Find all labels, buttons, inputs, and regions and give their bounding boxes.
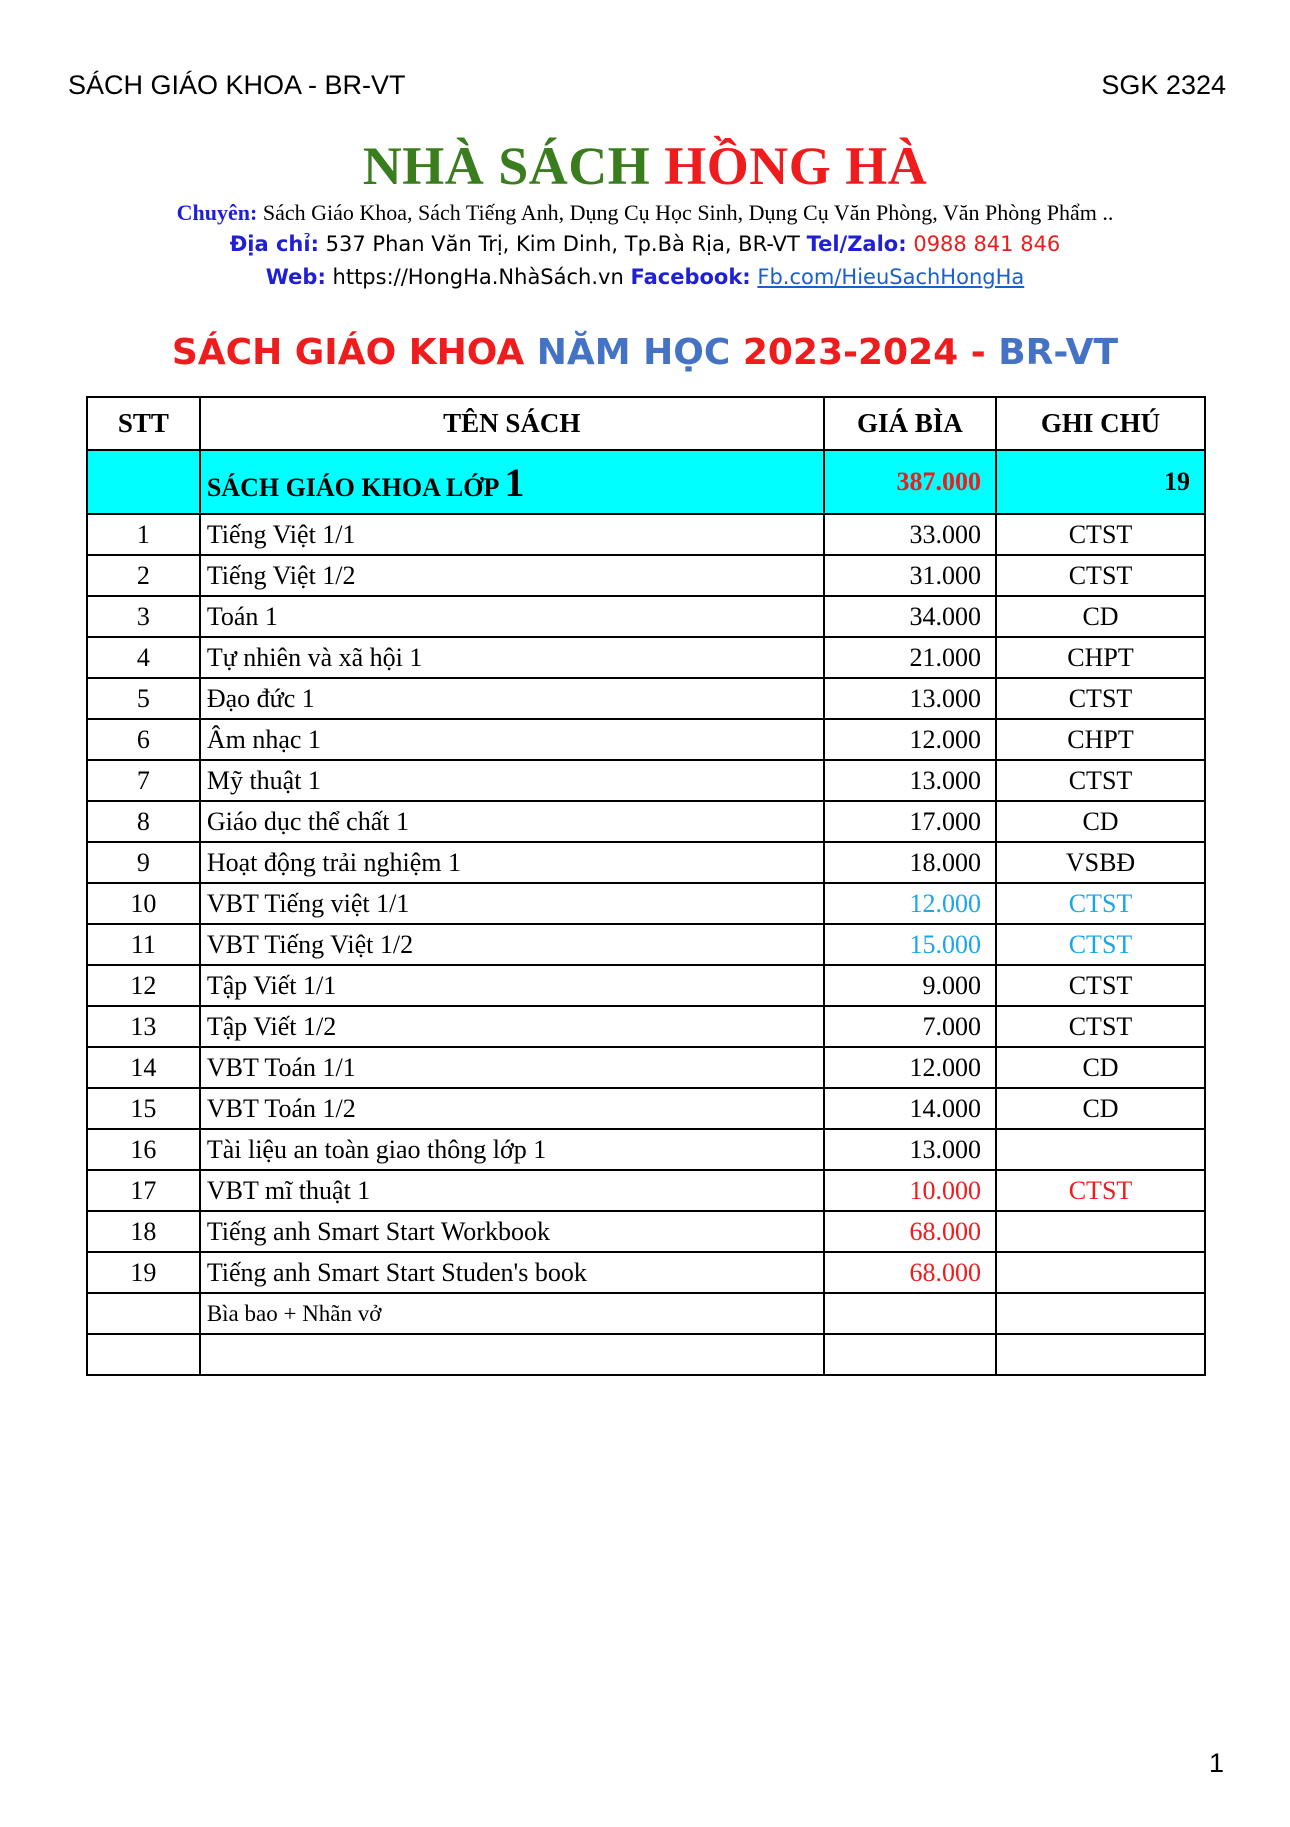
row-book-name: VBT Toán 1/1 bbox=[200, 1047, 824, 1088]
row-note: CTST bbox=[996, 678, 1205, 719]
header-left-text: SÁCH GIÁO KHOA - BR-VT bbox=[68, 70, 406, 100]
row-book-name: Tự nhiên và xã hội 1 bbox=[200, 637, 824, 678]
section-label: SÁCH GIÁO KHOA LỚP bbox=[206, 472, 498, 502]
row-stt: 17 bbox=[87, 1170, 200, 1211]
store-name-part1: NHÀ SÁCH bbox=[362, 136, 651, 196]
row-stt: 10 bbox=[87, 883, 200, 924]
table-row bbox=[87, 801, 1205, 842]
store-name bbox=[0, 135, 1290, 197]
row-price: 68.000 bbox=[824, 1211, 996, 1252]
table-row bbox=[87, 965, 1205, 1006]
row-book-name: VBT Tiếng việt 1/1 bbox=[200, 883, 824, 924]
table-row bbox=[87, 1088, 1205, 1129]
row-book-name: Mỹ thuật 1 bbox=[200, 760, 824, 801]
table-row bbox=[87, 1047, 1205, 1088]
row-book-name: Tập Viết 1/1 bbox=[200, 965, 824, 1006]
table-row bbox=[87, 719, 1205, 760]
row-note bbox=[996, 1129, 1205, 1170]
row-note: CHPT bbox=[996, 637, 1205, 678]
row-book-name: Tiếng anh Smart Start Workbook bbox=[200, 1211, 824, 1252]
row-note: CTST bbox=[996, 1006, 1205, 1047]
store-web bbox=[0, 265, 1290, 289]
row-stt: 4 bbox=[87, 637, 200, 678]
empty-cell bbox=[996, 1334, 1205, 1375]
row-note: CTST bbox=[996, 555, 1205, 596]
section-book-count: 19 bbox=[996, 450, 1205, 514]
row-stt: 2 bbox=[87, 555, 200, 596]
row-note bbox=[996, 1252, 1205, 1293]
table-row bbox=[87, 1170, 1205, 1211]
row-price: 13.000 bbox=[824, 1129, 996, 1170]
row-stt: 3 bbox=[87, 596, 200, 637]
table-row bbox=[87, 883, 1205, 924]
table-row bbox=[87, 1252, 1205, 1293]
section-title bbox=[200, 450, 824, 514]
header-note: GHI CHÚ bbox=[996, 397, 1205, 450]
row-book-name: Giáo dục thể chất 1 bbox=[200, 801, 824, 842]
row-stt: 7 bbox=[87, 760, 200, 801]
document-title bbox=[0, 332, 1290, 373]
row-note: CTST bbox=[996, 924, 1205, 965]
store-specialty bbox=[0, 200, 1290, 226]
empty-cell bbox=[996, 1293, 1205, 1334]
row-price: 12.000 bbox=[824, 719, 996, 760]
row-stt: 16 bbox=[87, 1129, 200, 1170]
row-stt: 5 bbox=[87, 678, 200, 719]
empty-cell bbox=[200, 1334, 824, 1375]
section-grade: 1 bbox=[504, 459, 525, 505]
facebook-link[interactable]: Fb.com/HieuSachHongHa bbox=[757, 265, 1025, 289]
section-stt bbox=[87, 450, 200, 514]
row-book-name: Tiếng Việt 1/2 bbox=[200, 555, 824, 596]
facebook-label: Facebook: bbox=[630, 265, 751, 289]
table-row-empty bbox=[87, 1334, 1205, 1375]
table-row bbox=[87, 842, 1205, 883]
title-part1: SÁCH GIÁO KHOA bbox=[171, 332, 525, 373]
phone-label: Tel/Zalo: bbox=[806, 232, 907, 256]
row-stt: 19 bbox=[87, 1252, 200, 1293]
row-book-name: Tiếng anh Smart Start Studen's book bbox=[200, 1252, 824, 1293]
table-row bbox=[87, 760, 1205, 801]
row-price: 15.000 bbox=[824, 924, 996, 965]
row-price: 31.000 bbox=[824, 555, 996, 596]
row-note: CD bbox=[996, 801, 1205, 842]
row-book-name: Âm nhạc 1 bbox=[200, 719, 824, 760]
row-price: 17.000 bbox=[824, 801, 996, 842]
row-stt: 6 bbox=[87, 719, 200, 760]
title-part4: BR-VT bbox=[998, 332, 1119, 373]
row-note: CD bbox=[996, 596, 1205, 637]
row-book-name: Tập Viết 1/2 bbox=[200, 1006, 824, 1047]
section-row-grade-1 bbox=[87, 450, 1205, 514]
row-note: VSBĐ bbox=[996, 842, 1205, 883]
table-row bbox=[87, 678, 1205, 719]
row-note: CD bbox=[996, 1047, 1205, 1088]
row-note: CHPT bbox=[996, 719, 1205, 760]
title-part2: NĂM HỌC bbox=[536, 332, 731, 373]
table-row bbox=[87, 555, 1205, 596]
row-price: 18.000 bbox=[824, 842, 996, 883]
row-price: 68.000 bbox=[824, 1252, 996, 1293]
table-header-row bbox=[87, 397, 1205, 450]
row-stt: 8 bbox=[87, 801, 200, 842]
row-book-name: Hoạt động trải nghiệm 1 bbox=[200, 842, 824, 883]
extra-item-name: Bìa bao + Nhãn vở bbox=[200, 1293, 824, 1334]
row-stt: 11 bbox=[87, 924, 200, 965]
address-text: 537 Phan Văn Trị, Kim Dinh, Tp.Bà Rịa, BR-VT bbox=[325, 232, 800, 256]
row-price: 10.000 bbox=[824, 1170, 996, 1211]
row-stt: 1 bbox=[87, 514, 200, 555]
header-price: GIÁ BÌA bbox=[824, 397, 996, 450]
table-row bbox=[87, 1211, 1205, 1252]
specialty-label: Chuyên: bbox=[176, 200, 258, 225]
row-note: CTST bbox=[996, 514, 1205, 555]
row-note: CTST bbox=[996, 883, 1205, 924]
page-number: 1 bbox=[1208, 1748, 1224, 1778]
specialty-text: Sách Giáo Khoa, Sách Tiếng Anh, Dụng Cụ Học Sinh, Dụng Cụ Văn Phòng, Văn Phòng Phẩm .. bbox=[262, 200, 1114, 225]
row-stt: 15 bbox=[87, 1088, 200, 1129]
row-price: 9.000 bbox=[824, 965, 996, 1006]
table-row bbox=[87, 596, 1205, 637]
header-stt: STT bbox=[87, 397, 200, 450]
row-book-name: Tiếng Việt 1/1 bbox=[200, 514, 824, 555]
row-book-name: Tài liệu an toàn giao thông lớp 1 bbox=[200, 1129, 824, 1170]
row-price: 34.000 bbox=[824, 596, 996, 637]
row-note: CTST bbox=[996, 965, 1205, 1006]
title-part3: 2023-2024 - bbox=[742, 332, 986, 373]
section-total-price: 387.000 bbox=[824, 450, 996, 514]
empty-cell bbox=[87, 1293, 200, 1334]
row-stt: 13 bbox=[87, 1006, 200, 1047]
row-price: 7.000 bbox=[824, 1006, 996, 1047]
web-url: https://HongHa.NhàSách.vn bbox=[332, 265, 624, 289]
row-stt: 12 bbox=[87, 965, 200, 1006]
row-price: 12.000 bbox=[824, 883, 996, 924]
row-book-name: VBT mĩ thuật 1 bbox=[200, 1170, 824, 1211]
row-note bbox=[996, 1211, 1205, 1252]
row-book-name: VBT Toán 1/2 bbox=[200, 1088, 824, 1129]
row-price: 13.000 bbox=[824, 678, 996, 719]
store-contact bbox=[0, 232, 1290, 256]
row-book-name: Toán 1 bbox=[200, 596, 824, 637]
header-name: TÊN SÁCH bbox=[200, 397, 824, 450]
empty-cell bbox=[824, 1334, 996, 1375]
web-label: Web: bbox=[265, 265, 326, 289]
row-note: CTST bbox=[996, 1170, 1205, 1211]
row-price: 13.000 bbox=[824, 760, 996, 801]
row-book-name: VBT Tiếng Việt 1/2 bbox=[200, 924, 824, 965]
row-stt: 9 bbox=[87, 842, 200, 883]
header-right-text: SGK 2324 bbox=[1101, 70, 1226, 100]
row-note: CTST bbox=[996, 760, 1205, 801]
row-stt: 14 bbox=[87, 1047, 200, 1088]
phone-number: 0988 841 846 bbox=[913, 232, 1061, 256]
row-note: CD bbox=[996, 1088, 1205, 1129]
table-row-extra bbox=[87, 1293, 1205, 1334]
table-row bbox=[87, 1006, 1205, 1047]
row-price: 33.000 bbox=[824, 514, 996, 555]
row-stt: 18 bbox=[87, 1211, 200, 1252]
row-book-name: Đạo đức 1 bbox=[200, 678, 824, 719]
table-row bbox=[87, 1129, 1205, 1170]
empty-cell bbox=[87, 1334, 200, 1375]
table-row bbox=[87, 924, 1205, 965]
table-row bbox=[87, 514, 1205, 555]
store-name-part2: HỒNG HÀ bbox=[664, 136, 928, 196]
book-price-table bbox=[86, 396, 1206, 1376]
row-price: 14.000 bbox=[824, 1088, 996, 1129]
empty-cell bbox=[824, 1293, 996, 1334]
row-price: 12.000 bbox=[824, 1047, 996, 1088]
row-price: 21.000 bbox=[824, 637, 996, 678]
table-row bbox=[87, 637, 1205, 678]
address-label: Địa chỉ: bbox=[229, 232, 319, 256]
